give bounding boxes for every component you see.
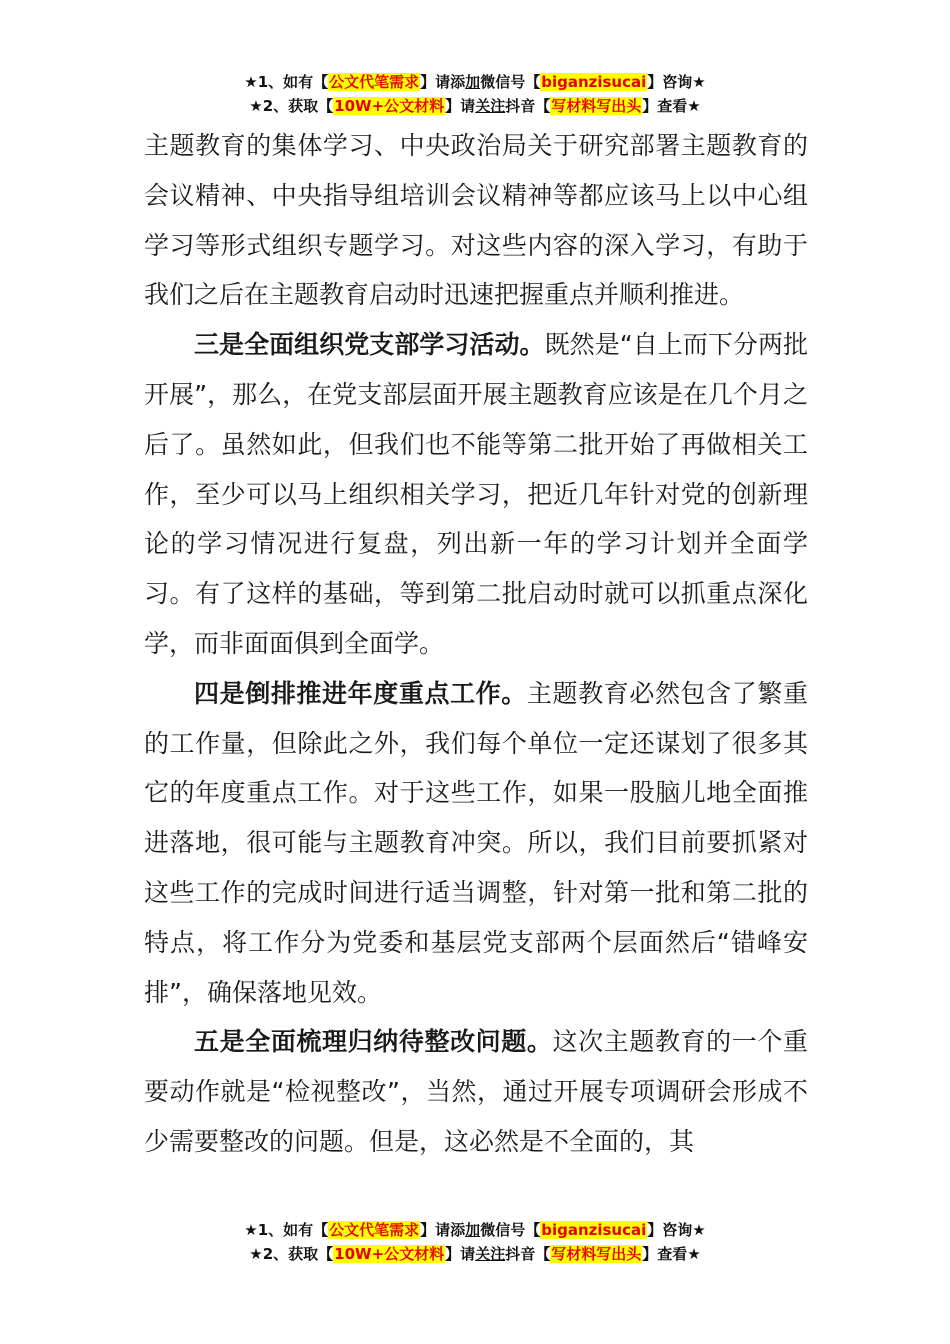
paragraph-text: 主题教育必然包含了繁重的工作量，但除此之外，我们每个单位一定还谋划了很多其它的年度重点工作。对于这些工作，如果一股脑儿地全面推进落地，很可能与主题教育冲突。所以，我们目前要抓紧对这些工作的完成时间进行适当调整，针对第一批和第二批的特点，将工作分为党委和基层党支部两个层面然后“错峰安排”，确保落地见效。 [144, 678, 808, 1007]
star-icon: ★ [244, 1221, 258, 1239]
banner-underlined-text: 加 [465, 1221, 481, 1239]
highlight-materials: 10W+公文材料 [334, 97, 445, 115]
highlight-service: 公文代笔需求 [329, 1221, 420, 1239]
banner-text: 2、获取【 [262, 97, 334, 115]
paragraph-party-branch-study [144, 320, 808, 669]
banner-underlined-text: 加 [465, 73, 481, 91]
banner-underlined-text: 关注 [475, 1245, 506, 1263]
banner-underlined-text: 关注 [475, 97, 506, 115]
banner-text: 】请 [445, 97, 476, 115]
footer-banner [0, 1218, 950, 1266]
banner-line-2 [0, 1242, 950, 1266]
star-icon: ★ [692, 1221, 706, 1239]
banner-text: 微信号【 [480, 73, 541, 91]
highlight-materials: 10W+公文材料 [334, 1245, 445, 1263]
banner-text: 2、获取【 [262, 1245, 334, 1263]
paragraph-text: 既然是“自上而下分两批开展”，那么，在党支部层面开展主题教育应该是在几个月之后了。虽然如此，但我们也不能等第二批开始了再做相关工作，至少可以马上组织相关学习，把近几年针对党的创新理论的学习情况进行复盘，列出新一年的学习计划并全面学习。有了这样的基础，等到第二批启动时就可以抓重点深化学，而非面面俱到全面学。 [144, 330, 808, 658]
banner-text: 】咨询 [647, 1221, 693, 1239]
star-icon: ★ [249, 1245, 263, 1263]
banner-line-1 [0, 70, 950, 94]
highlight-douyin-account: 写材料写出头 [551, 1245, 642, 1263]
highlight-wechat-id: biganzisucai [541, 1221, 647, 1239]
highlight-wechat-id: biganzisucai [541, 73, 647, 91]
paragraph-heading: 四是倒排推进年度重点工作。 [194, 678, 527, 708]
banner-text: 抖音【 [505, 1245, 551, 1263]
banner-line-1 [0, 1218, 950, 1242]
star-icon: ★ [687, 1245, 701, 1263]
header-banner [0, 70, 950, 118]
paragraph-continued: 主题教育的集体学习、中央政治局关于研究部署主题教育的会议精神、中央指导组培训会议精神等都应该马上以中心组学习等形式组织专题学习。对这些内容的深入学习，有助于我们之后在主题教育启动时迅速把握重点并顺利推进。 [144, 131, 808, 310]
highlight-service: 公文代笔需求 [329, 73, 420, 91]
banner-text: 1、如有【 [257, 1221, 329, 1239]
paragraph-rectification-issues [144, 1017, 808, 1166]
banner-text: 】请添 [420, 1221, 466, 1239]
banner-text: 1、如有【 [257, 73, 329, 91]
paragraph-annual-key-work [144, 669, 808, 1018]
banner-text: 】咨询 [647, 73, 693, 91]
paragraph-heading: 三是全面组织党支部学习活动。 [194, 330, 545, 360]
document-body [144, 121, 808, 1167]
highlight-douyin-account: 写材料写出头 [551, 97, 642, 115]
star-icon: ★ [244, 73, 258, 91]
star-icon: ★ [692, 73, 706, 91]
paragraph-heading: 五是全面梳理归纳待整改问题。 [194, 1027, 553, 1057]
banner-text: 】查看 [642, 97, 688, 115]
star-icon: ★ [687, 97, 701, 115]
star-icon: ★ [249, 97, 263, 115]
banner-text: 】请添 [420, 73, 466, 91]
banner-line-2 [0, 94, 950, 118]
banner-text: 微信号【 [480, 1221, 541, 1239]
banner-text: 抖音【 [505, 97, 551, 115]
banner-text: 】请 [445, 1245, 476, 1263]
paragraph-text: 这次主题教育的一个重要动作就是“检视整改”，当然，通过开展专项调研会形成不少需要整改的问题。但是，这必然是不全面的，其 [144, 1027, 808, 1156]
banner-text: 】查看 [642, 1245, 688, 1263]
